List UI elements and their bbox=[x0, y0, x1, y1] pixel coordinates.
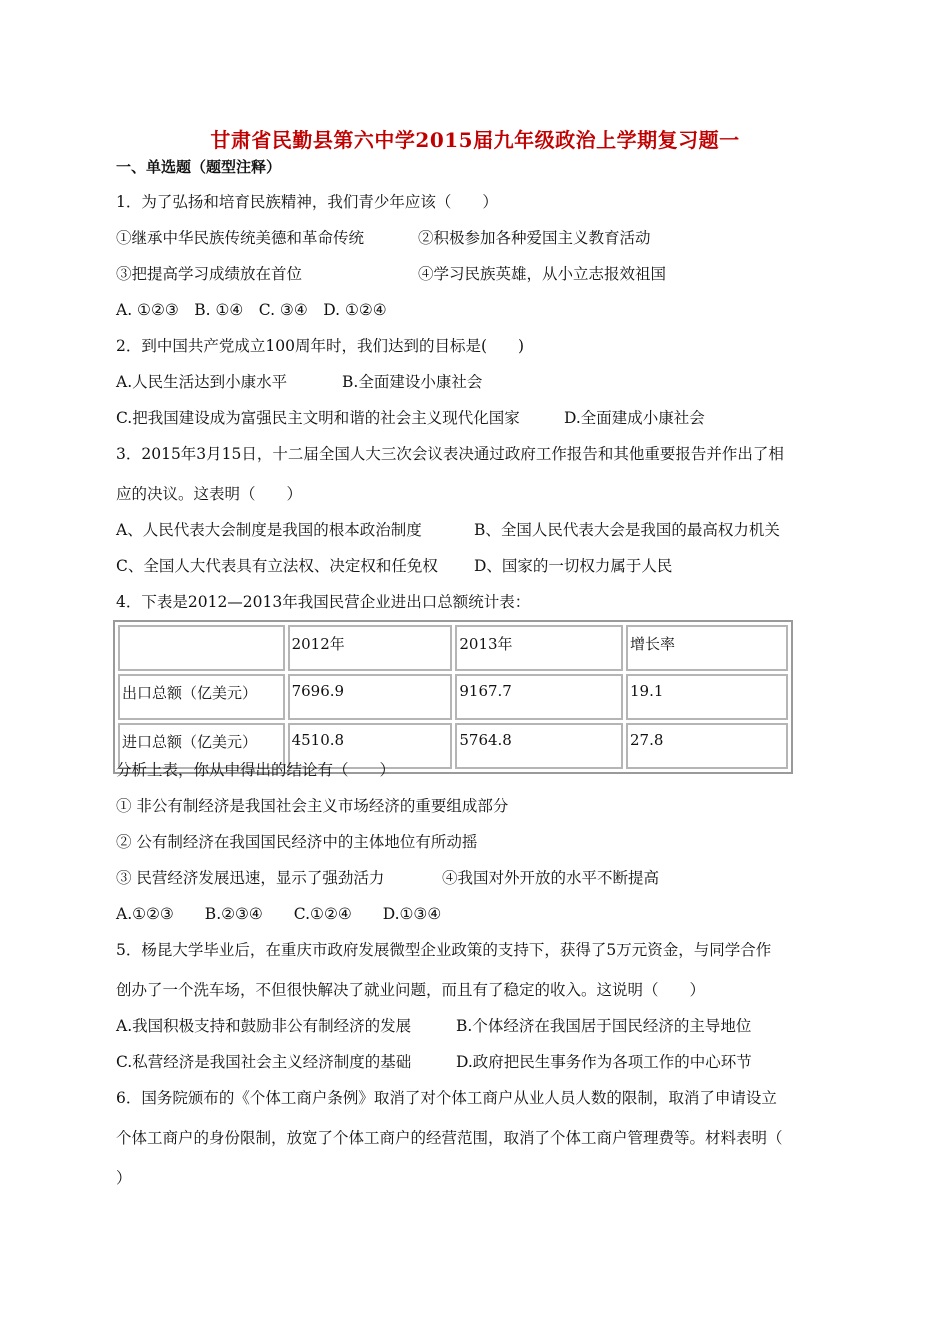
q6-stem-line3: ） bbox=[116, 1169, 132, 1187]
q5-option-b: B.个体经济在我国居于国民经济的主导地位 bbox=[456, 1017, 752, 1035]
q5-option-d: D.政府把民生事务作为各项工作的中心环节 bbox=[456, 1053, 752, 1071]
q5-stem-line1: 5．杨昆大学毕业后，在重庆市政府发展微型企业政策的支持下，获得了5万元资金，与同学合作 bbox=[116, 941, 772, 959]
q2-options-row1 bbox=[116, 370, 482, 392]
table-cell: 27.8 bbox=[626, 723, 788, 769]
q5-option-a: A.我国积极支持和鼓励非公有制经济的发展 bbox=[116, 1017, 412, 1035]
table-cell: 9167.7 bbox=[455, 674, 623, 720]
table-cell: 5764.8 bbox=[455, 723, 623, 769]
q1-statement-2: ②积极参加各种爱国主义教育活动 bbox=[418, 229, 651, 247]
q2-option-a: A.人民生活达到小康水平 bbox=[116, 373, 288, 391]
q3-stem-line1: 3．2015年3月15日，十二届全国人大三次会议表决通过政府工作报告和其他重要报告并作出了相 bbox=[116, 445, 784, 463]
q6-stem-line1: 6．国务院颁布的《个体工商户条例》取消了对个体工商户从业人员人数的限制，取消了申请设立 bbox=[116, 1089, 777, 1107]
q3-option-c: C、全国人大代表具有立法权、决定权和任免权 bbox=[116, 557, 438, 575]
table-cell: 出口总额（亿美元） bbox=[118, 674, 285, 720]
table-cell: 19.1 bbox=[626, 674, 788, 720]
table-header-cell: 2013年 bbox=[455, 625, 623, 671]
q1-statement-3: ③把提高学习成绩放在首位 bbox=[116, 265, 303, 283]
q1-statements-row1 bbox=[116, 226, 651, 248]
table-header-row bbox=[118, 625, 788, 671]
q4-statement-3: ③ 民营经济发展迅速，显示了强劲活力 bbox=[116, 869, 385, 887]
table-header-cell: 增长率 bbox=[626, 625, 788, 671]
q4-ask: 分析上表，你从中得出的结论有（ ） bbox=[116, 761, 396, 779]
q4-statements-row3 bbox=[116, 866, 659, 888]
table-row bbox=[118, 674, 788, 720]
q4-options: A.①②③ B.②③④ C.①②④ D.①③④ bbox=[116, 905, 442, 923]
q4-statement-4: ④我国对外开放的水平不断提高 bbox=[442, 869, 660, 887]
table-cell: 进口总额（亿美元） bbox=[118, 723, 285, 769]
q2-option-d: D.全面建成小康社会 bbox=[564, 409, 705, 427]
q2-options-row2 bbox=[116, 406, 705, 428]
q4-statement-2: ② 公有制经济在我国国民经济中的主体地位有所动摇 bbox=[116, 833, 478, 851]
q1-statements-row2 bbox=[116, 262, 666, 284]
q5-options-row2 bbox=[116, 1050, 752, 1072]
q5-stem-line2: 创办了一个洗车场，不但很快解决了就业问题，而且有了稳定的收入。这说明（ ） bbox=[116, 981, 706, 999]
q1-statement-1: ①继承中华民族传统美德和革命传统 bbox=[116, 229, 365, 247]
q5-option-c: C.私营经济是我国社会主义经济制度的基础 bbox=[116, 1053, 412, 1071]
page-title: 甘肃省民勤县第六中学2015届九年级政治上学期复习题一 bbox=[210, 128, 740, 152]
table-cell: 4510.8 bbox=[288, 723, 453, 769]
q6-stem-line2: 个体工商户的身份限制，放宽了个体工商户的经营范围，取消了个体工商户管理费等。材料表明（ bbox=[116, 1129, 783, 1147]
table-cell: 7696.9 bbox=[288, 674, 453, 720]
q3-option-a: A、人民代表大会制度是我国的根本政治制度 bbox=[116, 521, 422, 539]
q1-statement-4: ④学习民族英雄，从小立志报效祖国 bbox=[418, 265, 667, 283]
q3-option-d: D、国家的一切权力属于人民 bbox=[474, 557, 673, 575]
section-heading: 一、单选题（题型注释） bbox=[116, 158, 282, 176]
q2-stem: 2．到中国共产党成立100周年时，我们达到的目标是( ) bbox=[116, 337, 525, 355]
table-header-cell: 2012年 bbox=[288, 625, 453, 671]
q1-options: A. ①②③ B. ①④ C. ③④ D. ①②④ bbox=[116, 301, 387, 319]
q3-options-row2 bbox=[116, 554, 672, 576]
q4-stem: 4．下表是2012—2013年我国民营企业进出口总额统计表： bbox=[116, 593, 531, 611]
export-import-table bbox=[113, 620, 793, 774]
q3-option-b: B、全国人民代表大会是我国的最高权力机关 bbox=[474, 521, 780, 539]
q4-statement-1: ① 非公有制经济是我国社会主义市场经济的重要组成部分 bbox=[116, 797, 509, 815]
q2-option-c: C.把我国建设成为富强民主文明和谐的社会主义现代化国家 bbox=[116, 409, 520, 427]
q1-stem: 1．为了弘扬和培育民族精神，我们青少年应该（ ） bbox=[116, 193, 498, 211]
table-header-cell bbox=[118, 625, 285, 671]
q5-options-row1 bbox=[116, 1014, 751, 1036]
q3-stem-line2: 应的决议。这表明（ ） bbox=[116, 485, 303, 503]
q2-option-b: B.全面建设小康社会 bbox=[342, 373, 483, 391]
q3-options-row1 bbox=[116, 518, 780, 540]
